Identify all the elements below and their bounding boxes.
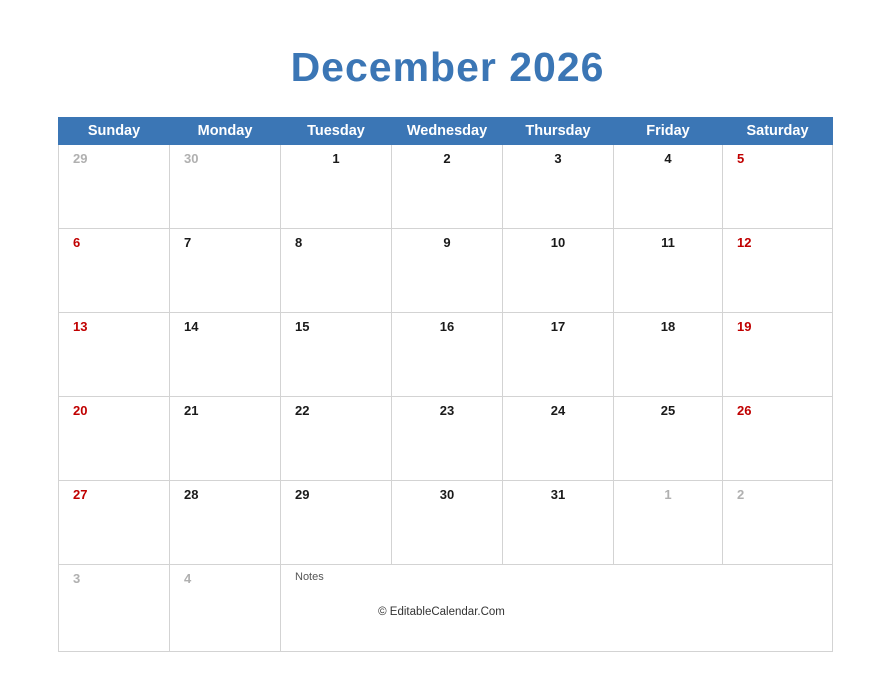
day-number: 30: [439, 487, 455, 502]
day-cell[interactable]: [392, 145, 503, 229]
day-cell[interactable]: [59, 145, 170, 229]
day-number: 13: [73, 319, 88, 334]
day-number: 20: [73, 403, 88, 418]
day-cell[interactable]: [59, 229, 170, 313]
day-cell[interactable]: [614, 313, 723, 397]
day-cell[interactable]: [170, 145, 281, 229]
day-number: 6: [73, 235, 81, 250]
day-number: 31: [550, 487, 566, 502]
day-cell[interactable]: [723, 313, 833, 397]
day-number: 18: [660, 319, 676, 334]
day-cell[interactable]: [392, 229, 503, 313]
day-cell[interactable]: [281, 481, 392, 565]
day-number: 25: [660, 403, 676, 418]
weekday-friday: Friday: [614, 118, 723, 145]
day-number: 1: [332, 151, 340, 166]
day-cell[interactable]: [614, 481, 723, 565]
weekday-header-row: [59, 118, 833, 145]
day-number: 1: [664, 487, 672, 502]
day-cell[interactable]: [170, 313, 281, 397]
day-number: 26: [737, 403, 752, 418]
day-cell[interactable]: [723, 229, 833, 313]
calendar-table: [58, 117, 833, 652]
day-number: 27: [73, 487, 88, 502]
week-row-2: [59, 229, 833, 313]
day-number: 10: [550, 235, 566, 250]
day-cell[interactable]: [503, 397, 614, 481]
day-cell[interactable]: [614, 145, 723, 229]
day-number: 3: [554, 151, 562, 166]
day-number: 16: [439, 319, 455, 334]
day-cell[interactable]: [503, 145, 614, 229]
day-number: 9: [443, 235, 451, 250]
day-cell[interactable]: [614, 397, 723, 481]
week-row-3: [59, 313, 833, 397]
footer-credit: © EditableCalendar.Com: [378, 606, 505, 618]
day-number: 23: [439, 403, 455, 418]
day-number: 2: [443, 151, 451, 166]
day-cell[interactable]: [723, 481, 833, 565]
notes-label: Notes: [295, 571, 324, 583]
day-cell[interactable]: [723, 397, 833, 481]
day-number: 17: [550, 319, 566, 334]
day-cell[interactable]: [170, 229, 281, 313]
day-number: 7: [184, 235, 192, 250]
day-number: 22: [295, 403, 310, 418]
day-number: 11: [661, 235, 675, 250]
day-number: 5: [737, 151, 745, 166]
day-cell[interactable]: [281, 313, 392, 397]
day-number: 29: [295, 487, 310, 502]
day-number: 4: [184, 571, 192, 586]
calendar-header: [59, 118, 833, 145]
day-cell[interactable]: [723, 145, 833, 229]
weekday-thursday: Thursday: [503, 118, 614, 145]
day-cell[interactable]: [59, 397, 170, 481]
week-row-1: [59, 145, 833, 229]
weekday-wednesday: Wednesday: [392, 118, 503, 145]
day-number: 21: [184, 403, 199, 418]
week-row-5: [59, 481, 833, 565]
day-cell[interactable]: [392, 481, 503, 565]
page-title: December 2026: [290, 44, 605, 90]
day-number: 15: [295, 319, 310, 334]
weekday-saturday: Saturday: [723, 118, 833, 145]
day-number: 14: [184, 319, 199, 334]
weekday-monday: Monday: [170, 118, 281, 145]
day-number: 8: [295, 235, 303, 250]
day-cell[interactable]: [281, 145, 392, 229]
day-cell[interactable]: [170, 397, 281, 481]
day-number: 29: [73, 151, 88, 166]
day-number: 3: [73, 571, 81, 586]
day-cell[interactable]: [503, 481, 614, 565]
calendar-container: [58, 117, 825, 652]
day-number: 4: [664, 151, 672, 166]
day-cell[interactable]: [503, 313, 614, 397]
day-cell[interactable]: [614, 229, 723, 313]
day-cell[interactable]: [392, 313, 503, 397]
weekday-sunday: Sunday: [59, 118, 170, 145]
day-number: 24: [550, 403, 566, 418]
day-cell[interactable]: [59, 481, 170, 565]
day-cell[interactable]: [503, 229, 614, 313]
day-cell[interactable]: [392, 397, 503, 481]
day-cell[interactable]: [170, 481, 281, 565]
day-number: 12: [737, 235, 752, 250]
day-number: 28: [184, 487, 199, 502]
day-cell[interactable]: [281, 229, 392, 313]
day-cell[interactable]: [281, 397, 392, 481]
weekday-tuesday: Tuesday: [281, 118, 392, 145]
week-row-4: [59, 397, 833, 481]
day-number: 30: [184, 151, 199, 166]
day-number: 19: [737, 319, 752, 334]
calendar-body: [59, 145, 833, 652]
day-cell[interactable]: [59, 313, 170, 397]
day-number: 2: [737, 487, 745, 502]
